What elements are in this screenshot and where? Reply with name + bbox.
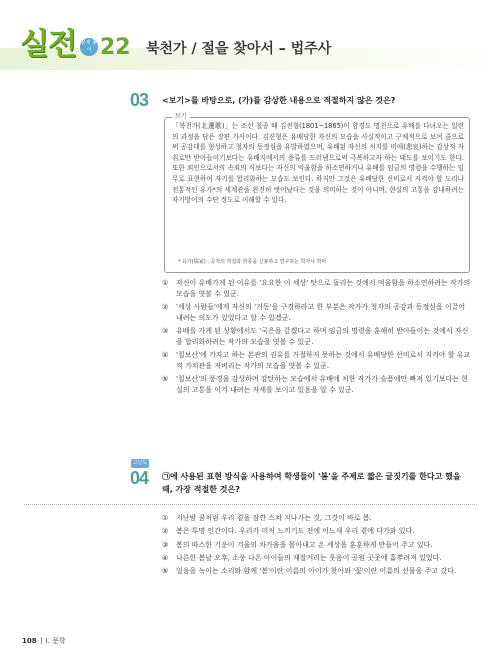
choice-text: 지난밤 꿈처럼 우리 곁을 잠깐 스쳐 지나가는 것, 그것이 바로 봄. [176, 514, 372, 522]
unit-number: 22 [100, 35, 131, 60]
choice-text: 자신이 유배가게 된 이유를 '요요한 이 세상' 탓으로 돌리는 것에서 억울함을 하소연하려는 작가의 모습을 엿볼 수 있군. [176, 279, 471, 298]
question-prompt-03: <보기>를 바탕으로, (가)를 감상한 내용으로 적절하지 않은 것은? [162, 96, 396, 105]
page-number: 108 [22, 637, 37, 645]
bogi-label: 보기 [172, 112, 190, 121]
choice-number: ⑤ [162, 567, 169, 576]
choice-text: 얼음을 녹이는 소리와 함께 '봄'이란 이름의 아이가 찾아와 '꽃'이란 이름의 선물을 주고 갔다. [176, 567, 457, 576]
choice-list-03 [162, 278, 472, 398]
choice-item[interactable] [162, 278, 472, 299]
choice-item[interactable] [162, 350, 472, 371]
choice-number: ② [162, 527, 169, 536]
choice-item[interactable] [162, 540, 472, 551]
unit-title: 북천가 / 절을 찾아서 – 법주사 [146, 41, 332, 57]
choice-number: ③ [162, 540, 169, 549]
section-divider [24, 504, 477, 505]
question-number-03: 03 [130, 90, 149, 110]
choice-number: ① [162, 514, 169, 522]
bogi-footnote: * 유가(儒家) : 공자의 학설과 학풍을 신봉하고 연구하는 학자나 학파 [178, 259, 327, 265]
choice-number: ② [162, 303, 169, 311]
footer-divider [41, 637, 42, 644]
page-footer [22, 636, 66, 646]
choice-item[interactable] [162, 513, 472, 524]
choice-item[interactable] [162, 374, 472, 395]
problem-badge: 문제 풀이 [80, 38, 98, 56]
choice-number: ③ [162, 327, 169, 335]
section-name: Ⅰ. 문학 [45, 637, 66, 645]
choice-text: 유배를 가게 된 상황에서도 '국은을 갚겠다고 하며 임금의 명령을 훈해히 받아들이는 것에서 자신을 합리화하려는 작가의 모습을 엿볼 수 있군. [176, 327, 469, 346]
difficulty-badge: 고난도 [132, 460, 148, 466]
choice-number: ① [162, 279, 169, 287]
choice-text: '칠보산'에 가자고 하는 본관의 권유를 거절하지 못하는 것에서 유배당한 선비로서 지켜야 할 유교적 가치관을 저버리는 작가의 모습을 엿볼 수 있군. [176, 351, 471, 370]
section-brand: 실전 [20, 27, 76, 62]
choice-text: 봄의 따스한 기운이 겨울의 차가움을 몰아내고 온 세상을 훈훈하게 만들어 주고 있다. [176, 540, 433, 549]
choice-item[interactable] [162, 302, 472, 323]
choice-number: ⑤ [162, 375, 169, 383]
choice-list-04 [162, 513, 472, 579]
choice-item[interactable] [162, 326, 472, 347]
choice-number: ④ [162, 351, 169, 359]
choice-text: '칠보산'의 풍경을 감상하며 감탄하는 모습에서 유배에 처한 작가가 슬픔에만 빠져 있기보다는 현실의 고통을 이겨 내려는 자세를 보이고 있음을 알 수 있군. [176, 375, 469, 394]
choice-item[interactable] [162, 566, 472, 577]
choice-text: '세상 사람들'에게 자신의 '거동'을 구경하라고 한 부분은 작가가 청자의 공감과 동정심을 이끌어 내려는 의도가 있었다고 할 수 있겠군. [176, 303, 466, 322]
bogi-text: 「북천가(北遷歌)」는 조선 철종 때 김진형(1801~1865)이 함경도 명천으로 유배를 다녀오는 일련의 과정을 담은 장편 가사이다. 김진형은 유배당한 자신의 모습을 사실적이고 구체적으로 보여 줌으로써 공감대를 형성하고 청자의 동정심을 유발하였으며, 유배된 자신의 처지를 비애(悲哀)하는 감상적 자취로만 받아들이기보다는 유배지에서의 풍류를 드러냄으로써 극복하고자 하는 태도를 보이기도 한다. 또한 죄인으로서의 속죄의 식보다는 자신의 억울함을 하소연하거나 유배를 임금의 명령을 수행하는 임무로 표현하여 자기를 합리화하는 모습도 보인다. 하지만 그것은 유배당한 선비로서 지켜야 할 도리나 전통적인 유가*의 세계관을 완전히 벗어났다는 것을 의미하는 것이 아니며, 현실의 고통을 감내하려는 자기방어의 수단 정도로 이해할 수 있다. [172, 122, 464, 205]
choice-text: 봄은 투명 인간이다. 우리가 미처 느끼기도 전에 어느새 우리 곁에 다가와 있다. [176, 527, 415, 536]
choice-number: ④ [162, 553, 169, 562]
question-prompt-04: ㉠에 사용된 표현 방식을 사용하여 학생들이 '봄'을 주제로 짧은 글짓기를 한다고 했을 때, 가장 적절한 것은? [162, 472, 461, 494]
choice-text: 나른한 봄날 오후, 소풍 나온 아이들의 재잘거리는 웃음이 공원 곳곳에 흩뿌려져 있었다. [176, 553, 442, 562]
question-number-04: 04 [130, 468, 149, 488]
choice-item[interactable] [162, 526, 472, 537]
choice-item[interactable] [162, 553, 472, 564]
chapter-header [0, 0, 500, 82]
